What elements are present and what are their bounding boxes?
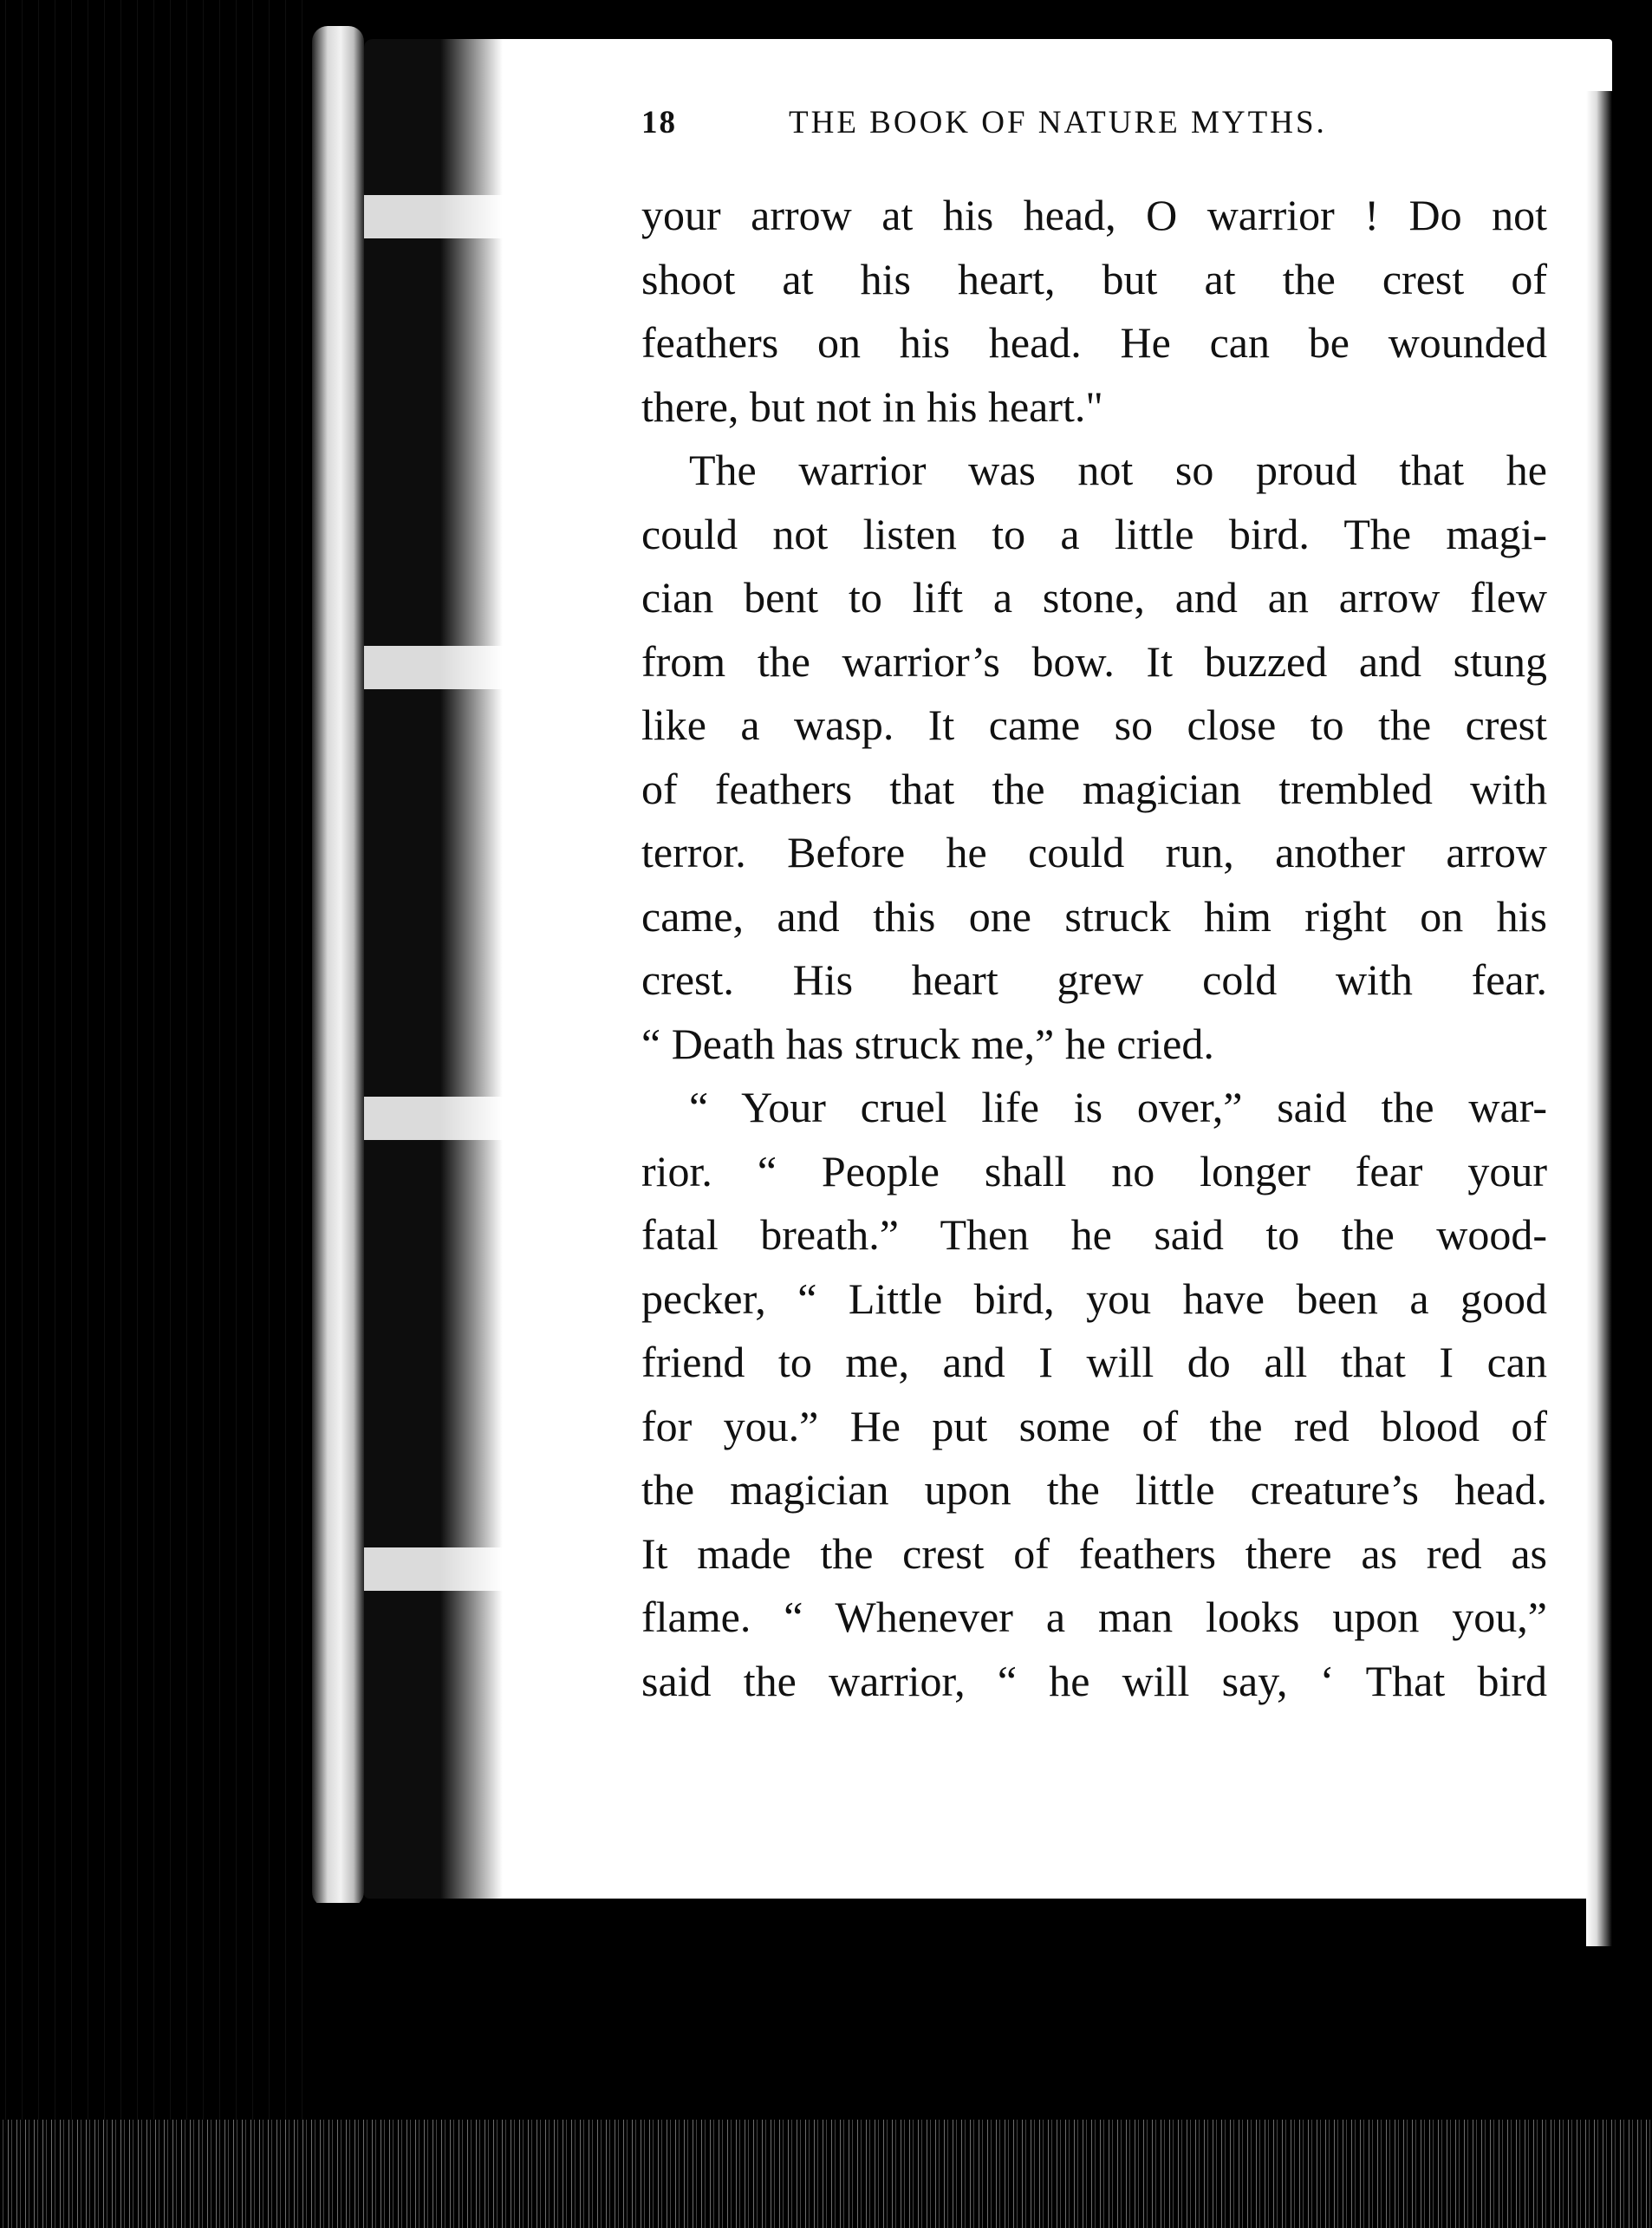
text-line: rior. “ People shall no longer fear your xyxy=(641,1146,1547,1195)
text-line: the magician upon the little creature’s head. xyxy=(641,1465,1547,1514)
paragraph xyxy=(641,184,1547,439)
text-line: like a wasp. It came so close to the crest xyxy=(641,700,1547,749)
page-number: 18 xyxy=(641,105,677,140)
paragraph xyxy=(641,439,1547,1076)
text-line: of feathers that the magician trembled with xyxy=(641,764,1547,813)
text-line: crest. His heart grew cold with fear. xyxy=(641,955,1547,1004)
text-line: friend to me, and I will do all that I can xyxy=(641,1338,1547,1386)
book-binding-edge xyxy=(312,26,364,1907)
text-line: It made the crest of feathers there as red as xyxy=(641,1528,1547,1578)
text-line: pecker, “ Little bird, you have been a good xyxy=(641,1274,1547,1323)
text-line: “ Death has struck me,” he cried. xyxy=(641,1019,1214,1068)
text-line: fatal breath.” Then he said to the wood- xyxy=(641,1210,1547,1259)
text-line: feathers on his head. He can be wounded xyxy=(641,318,1547,367)
paragraph xyxy=(641,1076,1547,1713)
text-line: terror. Before he could run, another arrow xyxy=(641,828,1547,876)
text-line: flame. “ Whenever a man looks upon you,” xyxy=(641,1593,1547,1641)
text-line: for you.” He put some of the red blood of xyxy=(641,1401,1547,1450)
scan-noise-bottom xyxy=(0,2120,1652,2228)
text-line: could not listen to a little bird. The magi- xyxy=(641,509,1547,558)
text-line: “ Your cruel life is over,” said the war- xyxy=(689,1083,1547,1131)
page-text-block xyxy=(641,104,1547,1713)
text-line: shoot at his heart, but at the crest of xyxy=(641,254,1547,303)
text-line: The warrior was not so proud that he xyxy=(689,446,1547,494)
running-head-title: THE BOOK OF NATURE MYTHS. xyxy=(789,105,1327,140)
page-gutter-highlights xyxy=(364,39,503,1899)
page-right-edge xyxy=(1586,91,1612,1946)
text-line: your arrow at his head, O warrior ! Do not xyxy=(641,191,1547,239)
text-line: from the warrior’s bow. It buzzed and stung xyxy=(641,636,1547,686)
text-line: came, and this one struck him right on his xyxy=(641,891,1547,941)
scan-noise-left xyxy=(0,0,312,2133)
scan-bottom-shadow xyxy=(312,1903,1652,2120)
text-line: said the warrior, “ he will say, ‘ That bird xyxy=(641,1656,1547,1705)
text-line: cian bent to lift a stone, and an arrow flew xyxy=(641,573,1547,622)
running-head xyxy=(641,104,1547,153)
text-line: there, but not in his heart." xyxy=(641,381,1103,431)
